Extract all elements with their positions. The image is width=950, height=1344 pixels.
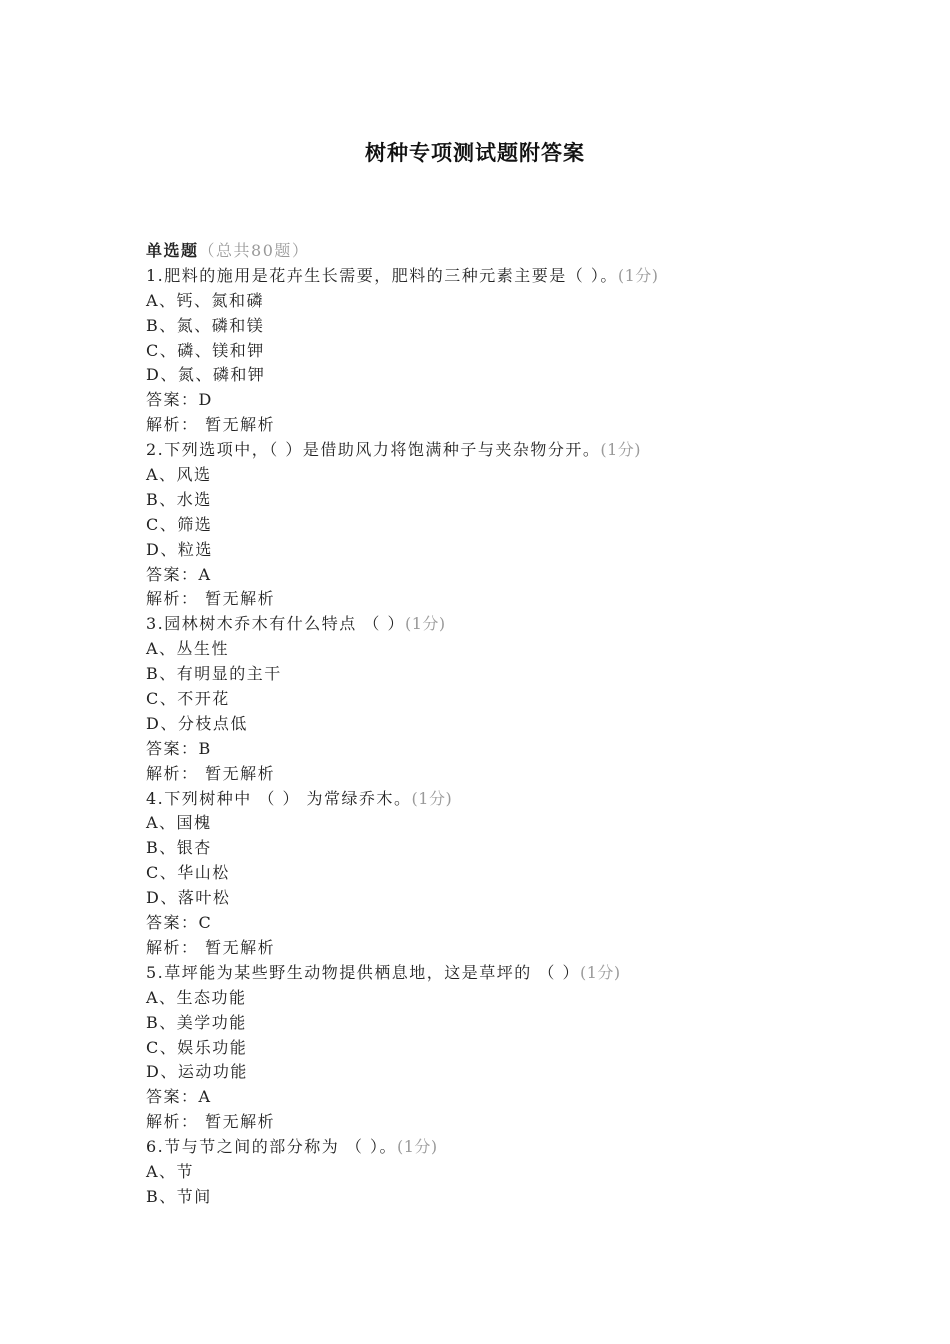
question-score: (1分) (404, 614, 446, 634)
answer: 答案：A (146, 564, 212, 584)
question-stem (146, 961, 906, 986)
question-text: 3.园林树木乔木有什么特点 （ ） (146, 614, 405, 634)
option-d: D、落叶松 (146, 888, 231, 908)
analysis: 解析： 暂无解析 (146, 589, 276, 609)
question-text: 6.节与节之间的部分称为 （ ）。 (146, 1137, 397, 1157)
section-count: （总共80题） (198, 241, 310, 260)
question-text: 2.下列选项中，（ ）是借助风力将饱满种子与夹杂物分开。 (146, 440, 601, 460)
section-header (146, 239, 906, 264)
option-b: B、有明显的主干 (146, 664, 282, 684)
option-a: A、丛生性 (146, 639, 230, 659)
option-d: D、分枝点低 (146, 713, 248, 733)
option-b: B、银杏 (146, 838, 212, 858)
answer: 答案：B (146, 738, 212, 758)
option-b: B、节间 (146, 1186, 212, 1206)
analysis: 解析： 暂无解析 (146, 763, 276, 783)
option-c: C、华山松 (146, 863, 230, 883)
analysis: 解析： 暂无解析 (146, 415, 276, 435)
option-c: C、磷、镁和钾 (146, 340, 265, 360)
section-name: 单选题 (146, 241, 199, 260)
option-d: D、氮、磷和钾 (146, 365, 266, 385)
question-stem (146, 612, 906, 637)
question-text: 5.草坪能为某些野生动物提供栖息地，这是草坪的 （ ） (146, 962, 580, 982)
question-stem (146, 1135, 906, 1160)
option-a: A、节 (146, 1161, 195, 1181)
option-a: A、钙、氮和磷 (146, 290, 265, 310)
question-score: (1分) (411, 788, 453, 808)
question-text: 4.下列树种中 （ ） 为常绿乔木。 (146, 788, 412, 808)
question-score: (1分) (396, 1137, 438, 1157)
option-a: A、风选 (146, 465, 212, 485)
question-stem (146, 264, 906, 289)
question-text: 1.肥料的施用是花卉生长需要，肥料的三种元素主要是（ ）。 (146, 265, 618, 285)
question-list (146, 239, 906, 1210)
question-stem (146, 438, 906, 463)
question-score: (1分) (617, 265, 659, 285)
option-d: D、粒选 (146, 539, 213, 559)
answer: 答案：D (146, 390, 213, 410)
option-b: B、氮、磷和镁 (146, 315, 265, 335)
question-score: (1分) (600, 440, 642, 460)
answer: 答案：C (146, 913, 213, 933)
option-c: C、娱乐功能 (146, 1037, 248, 1057)
option-b: B、水选 (146, 489, 212, 509)
document-title: 树种专项测试题附答案 (365, 140, 585, 165)
analysis: 解析： 暂无解析 (146, 1112, 276, 1132)
analysis: 解析： 暂无解析 (146, 937, 276, 957)
question-score: (1分) (579, 962, 621, 982)
question-stem (146, 787, 906, 812)
answer: 答案：A (146, 1087, 212, 1107)
option-c: C、不开花 (146, 689, 230, 709)
option-a: A、生态功能 (146, 987, 247, 1007)
option-a: A、国槐 (146, 813, 212, 833)
option-c: C、筛选 (146, 514, 213, 534)
option-d: D、运动功能 (146, 1062, 248, 1082)
option-b: B、美学功能 (146, 1012, 247, 1032)
